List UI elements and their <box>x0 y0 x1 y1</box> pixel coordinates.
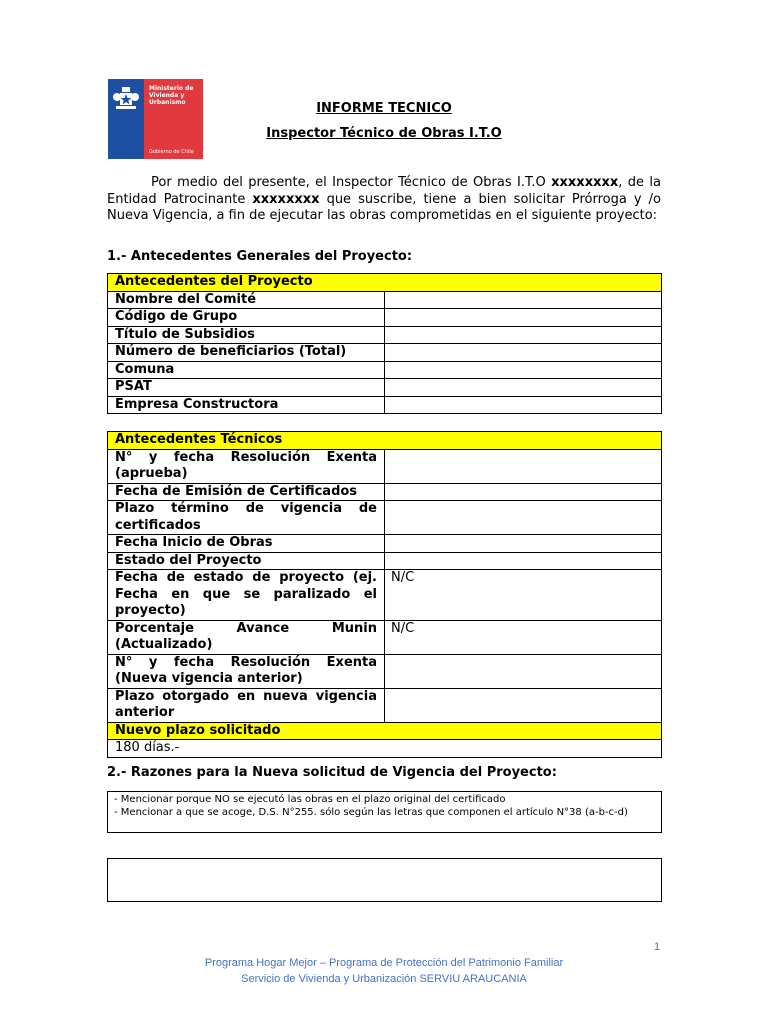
coat-of-arms-icon <box>108 79 144 159</box>
reason-item: - Mencionar porque NO se ejecutó las obras en el plazo original del certificado <box>114 794 506 805</box>
table-row <box>108 326 662 344</box>
row-value[interactable] <box>385 379 662 397</box>
ministry-logo <box>108 79 203 159</box>
reasons-box[interactable] <box>107 791 662 833</box>
table-row <box>108 291 662 309</box>
row-value[interactable] <box>385 688 662 722</box>
table-row <box>108 379 662 397</box>
row-label: Comuna <box>108 361 385 379</box>
project-background-table <box>107 273 662 414</box>
row-label: Porcentaje Avance Munin (Actualizado) <box>108 620 385 654</box>
row-value[interactable] <box>385 361 662 379</box>
table1-header: Antecedentes del Proyecto <box>108 274 662 292</box>
page-number: 1 <box>654 941 661 953</box>
table-row <box>108 483 662 501</box>
table-row <box>108 552 662 570</box>
new-term-value[interactable]: 180 días.- <box>108 740 662 758</box>
table-row <box>108 570 662 621</box>
row-value[interactable] <box>385 344 662 362</box>
section-2-heading: 2.- Razones para la Nueva solicitud de Vigencia del Proyecto: <box>107 765 557 780</box>
row-label: N° y fecha Resolución Exenta (aprueba) <box>108 449 385 483</box>
intro-text-3: que suscribe, tiene a bien solicitar Prórroga y /o Nueva Vigencia, a fin de ejecutar las obras comprometidas en el siguiente proyecto: <box>107 191 661 223</box>
row-label: Título de Subsidios <box>108 326 385 344</box>
row-value[interactable] <box>385 291 662 309</box>
intro-text-2: , de la Entidad Patrocinante <box>107 175 662 207</box>
row-label: Estado del Proyecto <box>108 552 385 570</box>
reason-item: - Mencionar a que se acoge, D.S. N°255. sólo según las letras que componen el artículo N°38 (a-b-c-d) <box>114 807 628 818</box>
table-row <box>108 688 662 722</box>
row-label: Empresa Constructora <box>108 396 385 414</box>
new-term-header: Nuevo plazo solicitado <box>108 722 662 740</box>
row-value[interactable] <box>385 535 662 553</box>
table-row <box>108 361 662 379</box>
section-1-heading: 1.- Antecedentes Generales del Proyecto: <box>107 249 413 264</box>
document-subtitle: Inspector Técnico de Obras I.T.O <box>266 126 502 141</box>
technical-background-table <box>107 431 662 758</box>
row-value[interactable]: N/C <box>385 620 662 654</box>
row-label: Nombre del Comité <box>108 291 385 309</box>
row-label: Plazo término de vigencia de certificados <box>108 501 385 535</box>
row-value[interactable] <box>385 483 662 501</box>
table-row <box>108 654 662 688</box>
reasons-input-box[interactable] <box>107 858 662 902</box>
row-value[interactable] <box>385 654 662 688</box>
row-label: Fecha de Emisión de Certificados <box>108 483 385 501</box>
table-row <box>108 309 662 327</box>
intro-paragraph <box>107 175 661 225</box>
row-label: Código de Grupo <box>108 309 385 327</box>
row-value[interactable] <box>385 501 662 535</box>
row-label: N° y fecha Resolución Exenta (Nueva vigencia anterior) <box>108 654 385 688</box>
row-value[interactable] <box>385 552 662 570</box>
table-row <box>108 344 662 362</box>
table-row <box>108 501 662 535</box>
row-value[interactable] <box>385 396 662 414</box>
document-title: INFORME TECNICO <box>316 101 452 116</box>
footer-line-1: Programa Hogar Mejor – Programa de Protección del Patrimonio Familiar <box>204 957 564 969</box>
row-value[interactable] <box>385 326 662 344</box>
ministry-name: Ministerio de Vivienda y Urbanismo <box>149 85 194 106</box>
table-row <box>108 620 662 654</box>
row-value[interactable] <box>385 449 662 483</box>
row-label: Fecha de estado de proyecto (ej. Fecha en que se paralizado el proyecto) <box>108 570 385 621</box>
table-row <box>108 449 662 483</box>
row-label: Plazo otorgado en nueva vigencia anterior <box>108 688 385 722</box>
inspector-name-placeholder: xxxxxxxx <box>551 175 619 190</box>
table-row <box>108 535 662 553</box>
table2-header: Antecedentes Técnicos <box>108 432 662 450</box>
footer-line-2: Servicio de Vivienda y Urbanización SERVIU ARAUCANIA <box>241 973 527 985</box>
row-value[interactable] <box>385 309 662 327</box>
intro-text-1: Por medio del presente, el Inspector Técnico de Obras I.T.O <box>151 175 552 190</box>
entity-name-placeholder: xxxxxxxx <box>252 191 320 207</box>
gobierno-label: Gobierno de Chile <box>149 149 194 155</box>
table-row <box>108 396 662 414</box>
row-label: Número de beneficiarios (Total) <box>108 344 385 362</box>
row-value[interactable]: N/C <box>385 570 662 621</box>
row-label: Fecha Inicio de Obras <box>108 535 385 553</box>
row-label: PSAT <box>108 379 385 397</box>
